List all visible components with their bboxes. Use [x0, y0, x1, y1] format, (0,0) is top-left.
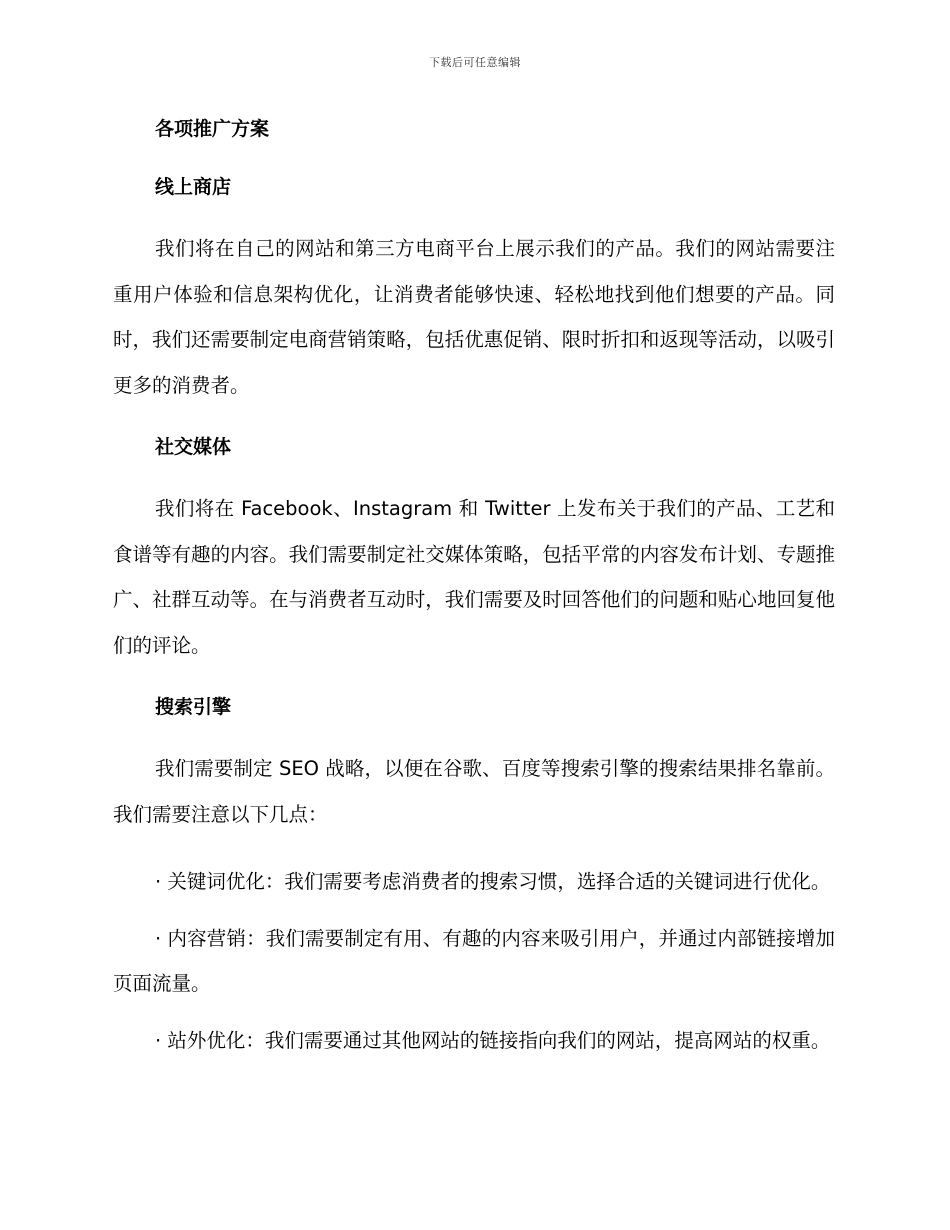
- header-note: 下载后可任意编辑: [429, 56, 521, 69]
- list-item: · 站外优化：我们需要通过其他网站的链接指向我们的网站，提高网站的权重。: [155, 1028, 831, 1052]
- section-search-engine: [113, 690, 835, 1063]
- list-item: · 关键词优化：我们需要考虑消费者的搜索习惯，选择合适的关键词进行优化。: [155, 870, 831, 893]
- document-title: 各项推广方案: [155, 118, 270, 140]
- section-heading: 线上商店: [155, 176, 232, 198]
- section-heading: 搜索引擎: [155, 696, 232, 718]
- section-paragraph: 我们将在自己的网站和第三方电商平台上展示我们的产品。我们的网站需要注重用户体验和信息架构优化，让消费者能够快速、轻松地找到他们想要的产品。同时，我们还需要制定电商营销策略，包括优惠促销、限时折扣和返现等活动，以吸引更多的消费者。: [113, 237, 835, 397]
- list-item: · 内容营销：我们需要制定有用、有趣的内容来吸引用户，并通过内部链接增加页面流量。: [113, 926, 835, 995]
- section-paragraph: 我们需要制定 SEO 战略，以便在谷歌、百度等搜索引擎的搜索结果排名靠前。我们需要注意以下几点：: [113, 757, 835, 826]
- document-body: [113, 112, 835, 1074]
- section-online-store: [113, 170, 835, 408]
- section-heading: 社交媒体: [155, 436, 232, 458]
- section-paragraph: 我们将在 Facebook、Instagram 和 Twitter 上发布关于我们的产品、工艺和食谱等有趣的内容。我们需要制定社交媒体策略，包括平常的内容发布计划、专题推广、社群互动等。在与消费者互动时，我们需要及时回答他们的问题和贴心地回复他们的评论。: [113, 497, 835, 657]
- section-social-media: [113, 430, 835, 668]
